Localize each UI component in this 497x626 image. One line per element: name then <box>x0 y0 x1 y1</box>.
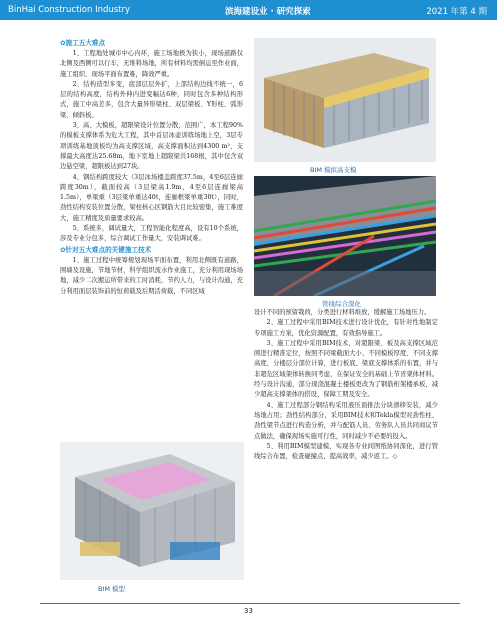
paragraph: 4、施工过程部分钢结构采用液压顶推法分块滑移安装，减少场地占用；劲性结构部分，采用BIM技术和Tekla模型对劲性柱、劲性梁节点进行构造分析，并与配筋人员、劳务队人员共同商议节点做法，确保现场实施可行性，同时减少不必要的投入。 <box>254 401 438 440</box>
paragraph: 1、施工过程中统筹规划现场平面布置，利用北侧既有道路，围墙及设施，节地节材，科学组织流水作业施工，充分利用现场场地，减少二次搬运所带来的工时消耗，节约人力，与设计沟通，充分利用面层装饰前的恒荷载及后期活荷载，不同区域 <box>60 256 243 295</box>
left-column <box>60 38 243 297</box>
journal-header <box>0 0 497 20</box>
paragraph: 2、结构造型多变，底部层层外扩，上部结构边线不统一，6层的结构高度，结构外伸内进变幅达6种，同时包含多种结构形式，施工中高差多，包含大量异形梁柱、双层梁板、Y形柱、弧形梁、倾斜板。 <box>60 80 243 119</box>
journal-name-cn: 滨海建设业 · 研究探索 <box>225 7 311 17</box>
section-title-difficulties: ✿施工五大难点 <box>60 39 106 47</box>
paragraph: 2、施工过程中采用BIM技术进行设计优化，有针对性地制定专项施工方案，优化资源配置，有效指导施工。 <box>254 319 438 337</box>
bim-model-image <box>60 442 244 580</box>
figure-caption-high-formwork: BIM 模拟高支模 <box>310 166 357 174</box>
figure-caption-pipeline: 管线综合深化 <box>322 300 361 308</box>
paragraph: 3、高、大模板，超限梁设计位置分散，范围广，本工程90%的模板支撑体系为危大工程，其中首层冰壶训练场地上空，3层专项训练基地顶板均为高支撑区域，高支撑面积达到4300 m²，支撑最大高度达25.68m，地下室地上超限梁共168根，其中包含双边悬空梁，超限板达到27块。 <box>60 122 243 171</box>
paragraph: 4、钢结构跨度较大（3层冰场楼盖跨度37.5m，4至6层连廊跨度30m），截面较高（3层梁高1.9m，4至6层连廊梁高1.5m），单梁重（3层梁单重达40t，连廊框梁单重30t），同时，劲性结构安装位置分散，梁柱核心区钢筋大且比较密集，施工难度大，施工精度及质量要求较高。 <box>60 173 243 222</box>
page-number: 33 <box>244 607 253 615</box>
paragraph: 1、工程地处城市中心内环，施工场地极为狭小，现场道路仅北侧及西侧可以行车，无堆料场地，所有材料均需倒运至作业面，施工组织、现场平面布置难，降效严重。 <box>60 50 243 78</box>
footer-rule <box>40 603 460 604</box>
paragraph: 设计不同的预留栽荷，分类进行材料堆放，缓解施工场地压力。 <box>254 309 431 316</box>
paragraph: 5、系统多，调试量大，工程智能化程度高，设有10个系统，涉及专业分包多，综合调试工作量大，安装调试难。 <box>60 225 243 243</box>
pipeline-integration-image <box>254 176 436 296</box>
section-title-key-techniques: ✿针对五大难点的关键施工技术 <box>60 245 152 254</box>
issue-number: 2021 年第 4 期 <box>426 7 487 17</box>
right-column <box>254 308 438 462</box>
journal-name-en: BinHai Construction Industry <box>8 5 131 15</box>
paragraph: 5、利用BIM模型建模，实现各专业间图纸协同深化，进行管线综合布置，检查碰撞点，提高效率，减少返工。◇ <box>254 442 438 461</box>
paragraph: 3、施工过程中采用BIM技术，对超限梁、板及高支撑区域范围进行精准定位，按照不同梁截面大小、不同模板厚度、不同支撑高度，分楼层分部位计算，进行板底、梁底支撑体系的布置，并与非超危区域架体转换同考虑，在保证安全的基础上节省架体材料。经与设计沟通，部分现浇混凝土楼板更改为了钢筋桁架楼承板，减少超高支撑架体的搭设，保障工期及安全。 <box>254 339 438 399</box>
figure-caption-bim-model: BIM 模型 <box>98 585 126 593</box>
bim-high-formwork-image <box>254 38 436 162</box>
